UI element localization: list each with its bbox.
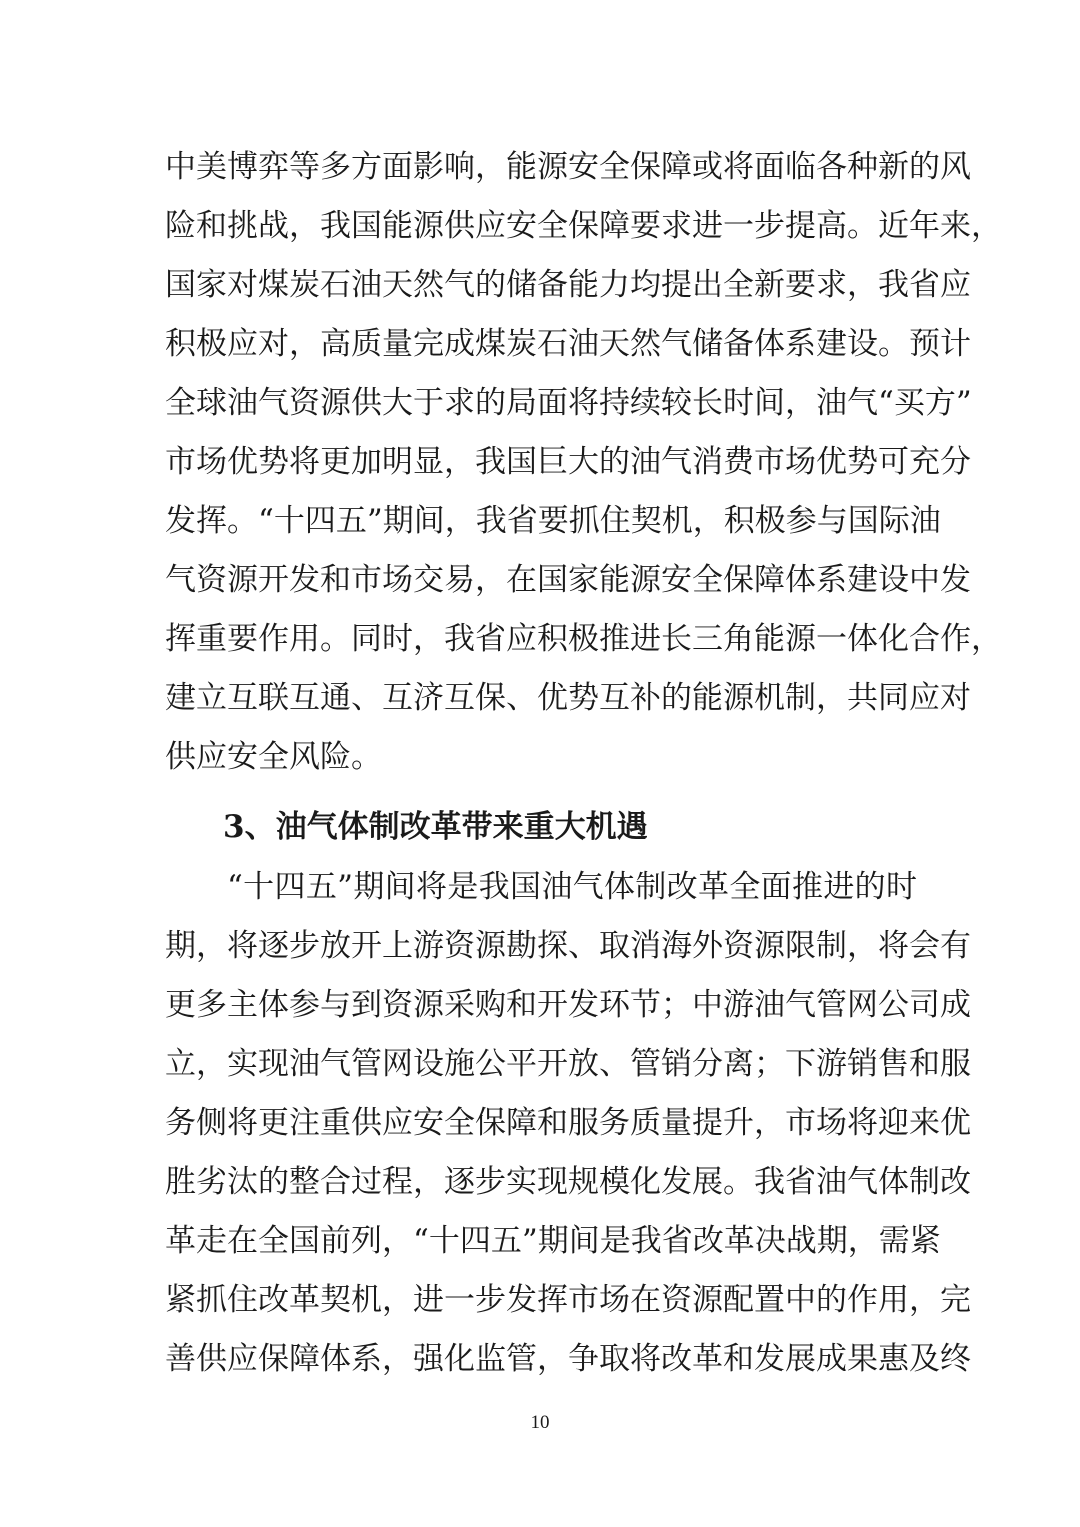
page-number: 10: [530, 1412, 550, 1433]
text-line: 务侧将更注重供应安全保障和服务质量提升，市场将迎来优: [165, 1105, 971, 1141]
section-heading: 3、油气体制改革带来重大机遇: [223, 809, 648, 845]
section-heading-block: [165, 798, 917, 857]
text-line: 气资源开发和市场交易，在国家能源安全保障体系建设中发: [165, 562, 971, 598]
text-line: 紧抓住改革契机，进一步发挥市场在资源配置中的作用，完: [165, 1282, 971, 1318]
text-line: 期，将逐步放开上游资源勘探、取消海外资源限制，将会有: [165, 928, 971, 964]
text-line: 挥重要作用。同时，我省应积极推进长三角能源一体化合作，: [165, 621, 1002, 657]
text-line: 全球油气资源供大于求的局面将持续较长时间，油气“买方”: [165, 385, 972, 421]
text-line: 发挥。“十四五”期间，我省要抓住契机，积极参与国际油: [165, 503, 941, 539]
text-line: 更多主体参与到资源采购和开发环节；中游油气管网公司成: [165, 987, 971, 1023]
text-line: 建立互联互通、互济互保、优势互补的能源机制，共同应对: [165, 680, 971, 716]
text-line: 革走在全国前列，“十四五”期间是我省改革决战期，需紧: [165, 1223, 941, 1259]
paragraph-2: [165, 858, 971, 1389]
text-line: 善供应保障体系，强化监管，争取将改革和发展成果惠及终: [165, 1341, 971, 1377]
text-line: 市场优势将更加明显，我国巨大的油气消费市场优势可充分: [165, 444, 971, 480]
text-line: 胜劣汰的整合过程，逐步实现规模化发展。我省油气体制改: [165, 1164, 971, 1200]
text-line: 国家对煤炭石油天然气的储备能力均提出全新要求，我省应: [165, 267, 971, 303]
paragraph-1: [165, 138, 1002, 787]
text-line: 中美博弈等多方面影响，能源安全保障或将面临各种新的风: [165, 149, 971, 185]
text-line: 立，实现油气管网设施公平开放、管销分离；下游销售和服: [165, 1046, 971, 1082]
text-line: 积极应对，高质量完成煤炭石油天然气储备体系建设。预计: [165, 326, 971, 362]
text-line: 供应安全风险。: [165, 739, 382, 775]
text-line: “十四五”期间将是我国油气体制改革全面推进的时: [227, 869, 917, 905]
text-line: 险和挑战，我国能源供应安全保障要求进一步提高。近年来，: [165, 208, 1002, 244]
